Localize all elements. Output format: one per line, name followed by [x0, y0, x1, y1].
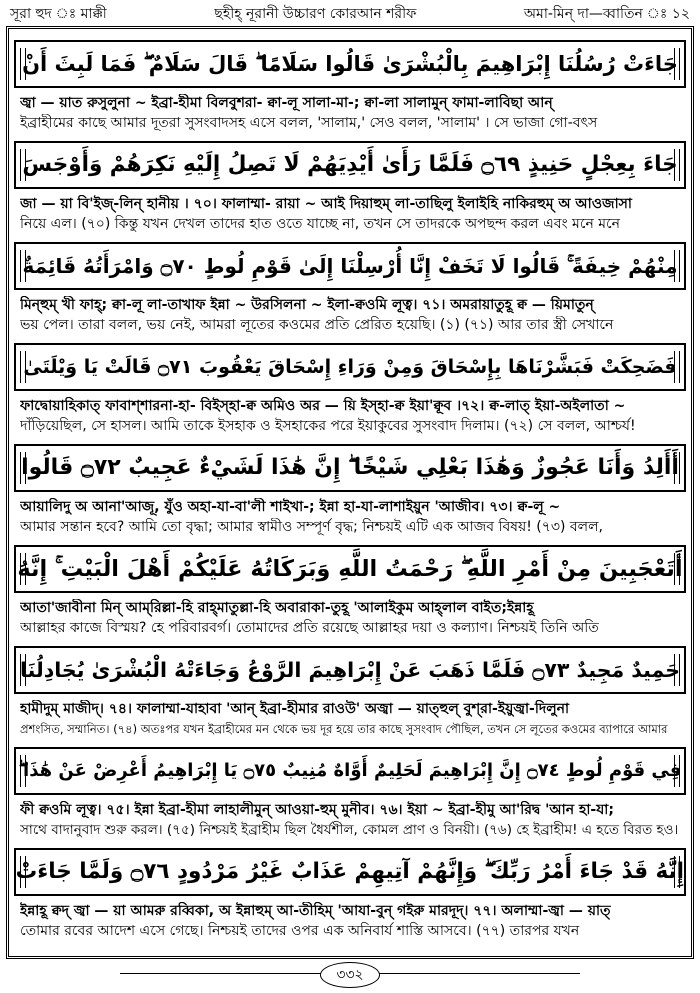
transliteration: আতা'জাবীনা মিন্ আম্‌রিল্লা-হি রাহ্‌মাতুল্লা-হি অবারাকা-তুহূ 'আলাইকুম আহ্‌লাল বাইত;ইন্নাহূ: [20, 600, 534, 616]
transliteration: ফাদ্বোয়াহিকাত্ ফাবাশ্শারনা-হা- বিইস্হা-ক্ব অমিও অর — য়ি ইস্হা-ক্ব ইয়া'ক্বূব ।৭২। ক্ব-লাত্ ইয়া-অইলাতা ~: [20, 398, 626, 414]
arabic-line: حَمِيدٌ مَجِيدٌ ۝٧٣ فَلَمَّا ذَهَبَ عَنْ إِبْرَاهِيمَ الرَّوْعُ وَجَاءَتْهُ الْبُشْرَىٰ يُجَادِلُنَا: [14, 646, 686, 694]
para-info: অমা-মিন্ দা—ব্বাতিন ঃ ১২: [523, 6, 690, 22]
surah-name: সূরা হুদ ঃ মাক্কী: [10, 6, 107, 22]
arabic-line: مِنْهُمْ خِيفَةً ۚ قَالُوا لَا تَخَفْ إِنَّا أُرْسِلْنَا إِلَىٰ قَوْمِ لُوطٍ ۝٧٠ وَامْرَأَتُهُ قَائِمَةٌ: [14, 242, 686, 290]
translation: তোমার রবের আদেশ এসে গেছে। নিশ্চয়ই তাদের ওপর এক অনিবার্য শাস্তি আসবে। (৭৭) তারপর যখন: [20, 923, 580, 939]
transliteration: ফী ক্বওমি লূত্ব। ৭৫। ইন্না ইব্রা-হীমা লাহালীমুন্ আওয়া-হুম্ মুনীব। ৭৬। ইয়া ~ ইব্রা-হীমু আ'রিদ্ব 'আন হা-যা;: [20, 802, 614, 818]
translation: দাঁড়িয়েছিল, সে হাসল। আমি তাকে ইসহাক ও ইসহাকের পরে ইয়াকুবের সুসংবাদ দিলাম। (৭২) সে বলল, আশ্চর্য!: [20, 418, 636, 434]
translation: আল্লাহর কাজে বিস্ময়? হে পরিবারবর্গ। তোমাদের প্রতি রয়েছে আল্লাহর দয়া ও কল্যাণ। নিশ্চয়ই তিনি অতি: [20, 620, 599, 636]
arabic-line: جَاءَ بِعِجْلٍ حَنِيذٍ ۝٦٩ فَلَمَّا رَأَىٰ أَيْدِيَهُمْ لَا تَصِلُ إِلَيْهِ نَكِرَهُمْ وَأَوْجَسَ: [14, 141, 686, 189]
arabic-line: فِي قَوْمِ لُوطٍ ۝٧٤ إِنَّ إِبْرَاهِيمَ لَحَلِيمٌ أَوَّاهٌ مُنِيبٌ ۝٧٥ يَا إِبْرَاهِيمُ أَعْرِضْ عَنْ هَٰذَا ۖ: [14, 747, 686, 795]
book-title: ছহীহ্ নূরানী উচ্চারণ কোরআন শরীফ: [214, 6, 417, 22]
page-header: [4, 2, 696, 26]
transliteration: ইন্নাহূ ক্বদ্ জ্বা — য়া আমরু রব্বিকা, অ ইন্নাহুম্ আ-তীহিম্ 'আযা-বুন্ গইরু মারদূদ্। ৭৭। অলাম্মা-জ্বা — য়াত্: [20, 903, 611, 919]
page-number: ৩৩২: [320, 962, 380, 988]
transliteration: জ্বা — য়াত রুসুলুনা ~ ইব্রা-হীমা বিলবুশরা- ক্বা-লূ সালা-মা-; ক্বা-লা সালামুন্ ফামা-লাবিছা আন্: [20, 95, 553, 111]
arabic-line: أَتَعْجَبِينَ مِنْ أَمْرِ اللَّهِ ۖ رَحْمَتُ اللَّهِ وَبَرَكَاتُهُ عَلَيْكُمْ أَهْلَ الْبَيْتِ ۚ إِنَّهُ: [14, 545, 686, 593]
translation: ভয় পেল। তারা বলল, ভয় নেই, আমরা লূতের কওমের প্রতি প্রেরিত হয়েছি। (১) (৭১) আর তার স্ত্রী সেখানে: [20, 317, 614, 333]
arabic-line: جَاءَتْ رُسُلُنَا إِبْرَاهِيمَ بِالْبُشْرَىٰ قَالُوا سَلَامًا ۖ قَالَ سَلَامٌ ۖ فَمَا لَبِثَ أَنْ: [14, 40, 686, 88]
arabic-line: إِنَّهُ قَدْ جَاءَ أَمْرُ رَبِّكَ ۖ وَإِنَّهُمْ آتِيهِمْ عَذَابٌ غَيْرُ مَرْدُودٍ ۝٧٦ وَلَمَّا جَاءَتْ: [14, 848, 686, 896]
transliteration: আয়ালিদু অ আনা'আজূ, যুঁও অহা-যা-বা'লী শাইখা-; ইন্না হা-যা-লাশাইয়ুন 'আজীব। ৭৩। ক্ব-লূ ~: [20, 499, 561, 515]
arabic-line: أَأَلِدُ وَأَنَا عَجُوزٌ وَهَٰذَا بَعْلِي شَيْخًا ۖ إِنَّ هَٰذَا لَشَيْءٌ عَجِيبٌ ۝٧٢ قَالُوا: [14, 444, 686, 492]
translation: নিয়ে এল। (৭০) কিন্তু যখন দেখল তাদের হাত ওতে যাচ্ছে না, তখন সে তাদরকে অপছন্দ করল এবং মনে মনে: [20, 216, 621, 232]
arabic-line: فَضَحِكَتْ فَبَشَّرْنَاهَا بِإِسْحَاقَ وَمِنْ وَرَاءِ إِسْحَاقَ يَعْقُوبَ ۝٧١ قَالَتْ يَا وَيْلَتَىٰ: [14, 343, 686, 391]
transliteration: মিন্হুম্ খী ফাহ্; ক্বা-লূ লা-তাখাফ ইন্না ~ উরসিলনা ~ ইলা-ক্বওমি লূত্ব। ৭১। অমরায়াতুহূ ক্ব — য়িমাতুন্: [20, 297, 594, 313]
translation: প্রশংসিত, সম্মানিত। (৭৪) অতঃপর যখন ইব্রাহীমের মন থেকে ভয় দূর হয়ে তার কাছে সুসংবাদ পৌছিল, তখন সে লূতের কওমের ব্যাপারে আমার: [20, 722, 668, 736]
translation: আমার সন্তান হবে? আমি তো বৃদ্ধা; আমার স্বামীও সম্পূর্ণ বৃদ্ধ; নিশ্চয়ই এটি এক আজব বিষয়! (৭৩) বলল,: [20, 519, 603, 535]
transliteration: হামীদুম্ মাজীদ্। ৭৪। ফালাম্মা-যাহাবা 'আন্ ইব্রা-হীমার রাওউ' অজ্বা — য়াত্হুল্ বুশ্‌রা-ইয়ুজ্বা-দিলুনা: [20, 701, 570, 717]
translation: সাথে বাদানুবাদ শুরু করল। (৭৫) নিশ্চয়ই ইব্রাহীম ছিল ধৈর্যশীল, কোমল প্রাণ ও বিনয়ী। (৭৬) হে ইব্রাহীম! এ হতে বিরত হও।: [20, 822, 679, 838]
translation: ইব্রাহীমের কাছে আমার দূতরা সুসংবাদসহ এসে বলল, 'সালাম,' সেও বলল, 'সালাম' । সে ভাজা গো-বৎস: [20, 115, 598, 131]
transliteration: জা — য়া বি'ইজ্-লিন্ হানীয় । ৭০। ফালাম্মা- রায়া ~ আই দিয়াহুম্ লা-তাছিলু ইলাইহি নাকিরহুম্ অ আওজাসা: [20, 196, 632, 212]
